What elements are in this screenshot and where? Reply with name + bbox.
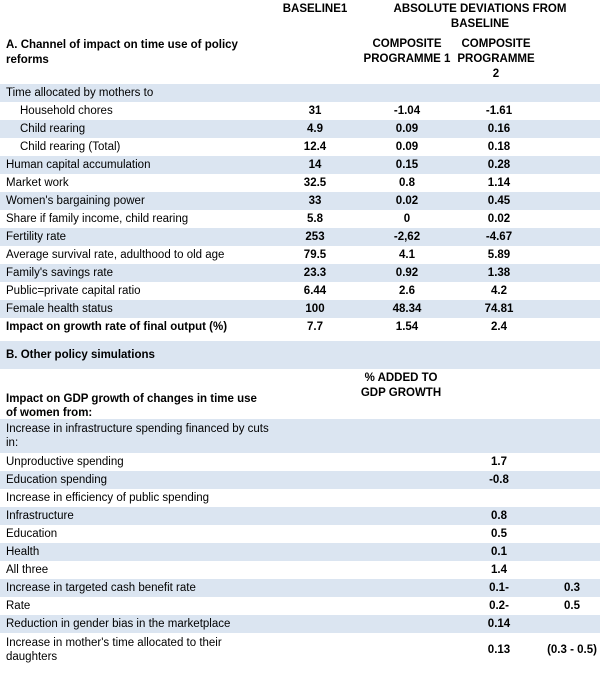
row-label: Average survival rate, adulthood to old age [6, 249, 225, 261]
programme-1-value: 0.8 [399, 177, 415, 189]
table-row [0, 561, 600, 579]
programme-1-value: 0.09 [395, 141, 419, 153]
table-row [0, 615, 600, 633]
table-row [0, 228, 600, 246]
row-label: Public=private capital ratio [6, 285, 141, 297]
range-value [544, 419, 600, 453]
table-row [0, 102, 600, 120]
pct-added-value: 0.14 [487, 618, 511, 630]
table-row [0, 300, 600, 318]
programme-2-value: 1.38 [487, 267, 511, 279]
row-label: Increase in infrastructure spending financed by cuts in: [6, 423, 269, 449]
pct-added-value: 0.2- [489, 600, 509, 612]
row-label: Market work [6, 177, 69, 189]
table-row [0, 192, 600, 210]
programme-1-value: 48.34 [392, 303, 422, 315]
row-label: Unproductive spending [6, 456, 124, 468]
pct-added-value: 0.5 [491, 528, 507, 540]
table-row [0, 597, 600, 615]
programme-2-value [454, 84, 544, 102]
table-row [0, 633, 600, 667]
range-value [544, 525, 600, 543]
programme-2-value: 1.14 [487, 177, 511, 189]
header-pct-added: % ADDED TO GDP GROWTH [360, 372, 442, 399]
pct-added-value: 1.7 [491, 456, 507, 468]
table-row [0, 246, 600, 264]
baseline-value: 79.5 [303, 249, 327, 261]
range-value [544, 615, 600, 633]
row-label: Impact on growth rate of final output (%) [6, 321, 228, 333]
programme-2-value: 5.89 [487, 249, 511, 261]
baseline-value [270, 84, 360, 102]
row-label: Rate [6, 600, 31, 612]
programme-2-value: 2.4 [491, 321, 507, 333]
pct-added-value: 0.1- [489, 582, 509, 594]
pct-added-value: 0.1 [491, 546, 507, 558]
row-label: Increase in mother's time allocated to their daughters [6, 637, 222, 663]
table-row [0, 84, 600, 102]
row-label: Child rearing (Total) [20, 141, 121, 153]
programme-1-value: 4.1 [399, 249, 415, 261]
programme-2-value: 0.16 [487, 123, 511, 135]
header-baseline: BASELINE1 [282, 3, 348, 15]
pct-added-value: 0.8 [491, 510, 507, 522]
programme-1-value: 1.54 [395, 321, 419, 333]
programme-2-value: 0.45 [487, 195, 511, 207]
row-label: Human capital accumulation [6, 159, 151, 171]
table-row [0, 174, 600, 192]
baseline-value: 14 [308, 159, 322, 171]
baseline-value: 23.3 [303, 267, 327, 279]
table-row [0, 543, 600, 561]
table-row [0, 471, 600, 489]
row-label: Female health status [6, 303, 113, 315]
range-value [544, 453, 600, 471]
baseline-value: 4.9 [307, 123, 323, 135]
table-row [0, 138, 600, 156]
baseline-value: 6.44 [303, 285, 327, 297]
pct-added-value: 0.13 [487, 644, 511, 656]
row-label: Time allocated by mothers to [6, 87, 154, 99]
programme-2-value: -4.67 [485, 231, 513, 243]
range-value [544, 471, 600, 489]
range-value [544, 561, 600, 579]
range-value: 0.3 [564, 582, 580, 594]
row-label: Share if family income, child rearing [6, 213, 189, 225]
baseline-value: 31 [308, 105, 322, 117]
row-label: All three [6, 564, 49, 576]
row-label: Health [6, 546, 40, 558]
programme-1-value: 0.09 [395, 123, 419, 135]
range-value [544, 489, 600, 507]
baseline-value: 32.5 [303, 177, 327, 189]
row-label: Fertility rate [6, 231, 67, 243]
programme-1-value: 0.02 [395, 195, 419, 207]
section-b-row [0, 341, 600, 369]
table-row [0, 453, 600, 471]
table-row [0, 156, 600, 174]
programme-2-value: 4.2 [491, 285, 507, 297]
range-value: 0.5 [564, 600, 580, 612]
baseline-value: 33 [308, 195, 322, 207]
section-b-header-row [0, 369, 600, 419]
section-a-title: A. Channel of impact on time use of policy reforms [6, 39, 238, 66]
table-row [0, 525, 600, 543]
row-label: Women's bargaining power [6, 195, 145, 207]
pct-added-value: 1.4 [491, 564, 507, 576]
table-row [0, 419, 600, 453]
range-value [544, 543, 600, 561]
table-row [0, 210, 600, 228]
row-label: Child rearing [20, 123, 86, 135]
header-programme-1: COMPOSITE PROGRAMME 1 [363, 38, 451, 65]
programme-1-value: 2.6 [399, 285, 415, 297]
table-row [0, 282, 600, 300]
programme-1-value [360, 84, 454, 102]
row-label: Reduction in gender bias in the marketplace [6, 618, 231, 630]
programme-1-value: 0.15 [395, 159, 419, 171]
programme-1-value: -2,62 [393, 231, 421, 243]
row-label: Increase in targeted cash benefit rate [6, 582, 196, 594]
row-label: Increase in efficiency of public spending [6, 492, 210, 504]
section-b-title: B. Other policy simulations [6, 349, 155, 361]
table-row [0, 489, 600, 507]
pct-added-value [454, 489, 544, 507]
pct-added-value [454, 419, 544, 453]
baseline-value: 7.7 [307, 321, 323, 333]
programme-2-value: 0.28 [487, 159, 511, 171]
pct-added-value: -0.8 [489, 474, 509, 486]
header-absolute-deviations: ABSOLUTE DEVIATIONS FROM BASELINE [393, 3, 567, 30]
programme-1-value: 0 [403, 213, 411, 225]
baseline-value: 253 [305, 231, 325, 243]
programme-1-value: 0.92 [395, 267, 419, 279]
row-label: Infrastructure [6, 510, 74, 522]
range-value [544, 507, 600, 525]
range-value: (0.3 - 0.5) [547, 644, 597, 656]
programme-1-value: -1.04 [393, 105, 421, 117]
table-row [0, 507, 600, 525]
programme-2-value: -1.61 [485, 105, 513, 117]
table-row [0, 264, 600, 282]
baseline-value: 5.8 [307, 213, 323, 225]
programme-2-value: 74.81 [484, 303, 514, 315]
programme-2-value: 0.02 [487, 213, 511, 225]
row-label: Family's savings rate [6, 267, 114, 279]
impact-gdp-label: Impact on GDP growth of changes in time use of women from: [6, 393, 257, 419]
table-row [0, 318, 600, 336]
header-programme-2: COMPOSITE PROGRAMME 2 [457, 38, 535, 80]
baseline-value: 100 [305, 303, 325, 315]
table-row [0, 579, 600, 597]
row-label: Education spending [6, 474, 108, 486]
row-label: Education [6, 528, 58, 540]
row-label: Household chores [20, 105, 113, 117]
baseline-value: 12.4 [303, 141, 327, 153]
programme-2-value: 0.18 [487, 141, 511, 153]
table-row [0, 120, 600, 138]
